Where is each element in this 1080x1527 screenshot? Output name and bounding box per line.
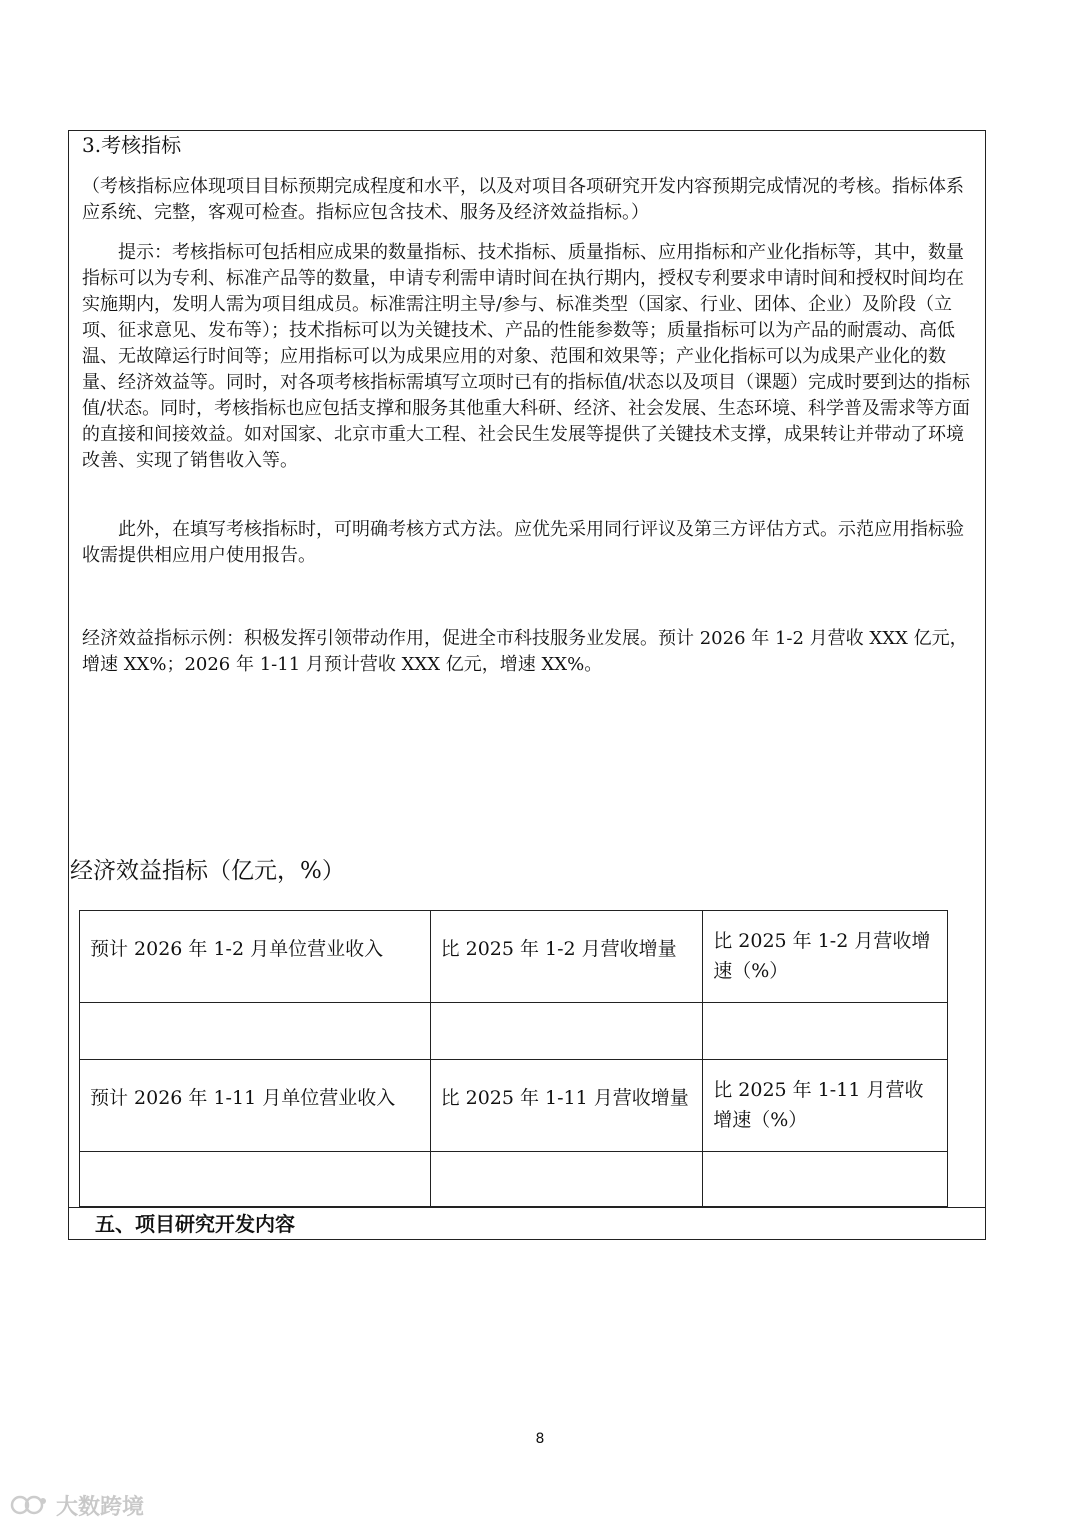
example-paragraph: 经济效益指标示例：积极发挥引领带动作用，促进全市科技服务业发展。预计 2026 年 1-2 月营收 XXX 亿元，增速 XX%；2026 年 1-11 月预计营收 XXX 亿元，增速 XX%。	[82, 628, 968, 675]
section5-title: 五、项目研究开发内容	[95, 1212, 295, 1236]
table-row	[80, 1003, 948, 1060]
logo-icon	[10, 1492, 50, 1518]
table-row	[80, 1060, 948, 1152]
table-input-cell[interactable]	[430, 1152, 703, 1207]
table-input-cell[interactable]	[80, 1003, 431, 1060]
table-row	[80, 1152, 948, 1207]
table-input-cell[interactable]	[703, 1152, 948, 1207]
page-number: 8	[535, 1431, 545, 1447]
hint-paragraph: 提示：考核指标可包括相应成果的数量指标、技术指标、质量指标、应用指标和产业化指标等，其中，数量指标可以为专利、标准产品等的数量，申请专利需申请时间在执行期内，授权专利要求申请时间和授权时间均在实施期内，发明人需为项目组成员。标准需注明主导/参与、标准类型（国家、行业、团体、企业）及阶段（立项、征求意见、发布等）；技术指标可以为关键技术、产品的性能参数等；质量指标可以为产品的耐震动、高低温、无故障运行时间等；应用指标可以为成果应用的对象、范围和效果等；产业化指标可以为成果产业化的数量、经济效益等。同时，对各项考核指标需填写立项时已有的指标值/状态以及项目（课题）完成时要到达的指标值/状态。同时，考核指标也应包括支撑和服务其他重大科研、经济、社会发展、生态环境、科学普及需求等方面的直接和间接效益。如对国家、北京市重大工程、社会民生发展等提供了关键技术支撑，成果转让并带动了环境改善、实现了销售收入等。	[82, 242, 971, 471]
econ-table-title: 经济效益指标（亿元，%）	[70, 858, 345, 884]
table-input-cell[interactable]	[430, 1003, 703, 1060]
method-paragraph: 此外，在填写考核指标时，可明确考核方式方法。应优先采用同行评议及第三方评估方式。示范应用指标验收需提供相应用户使用报告。	[82, 519, 964, 566]
section-heading: 3.考核指标	[82, 133, 182, 157]
table-cell: 预计 2026 年 1-2 月单位营业收入	[80, 911, 431, 1003]
divider	[68, 1207, 986, 1208]
table-cell: 比 2025 年 1-2 月营收增量	[430, 911, 703, 1003]
table-cell: 预计 2026 年 1-11 月单位营业收入	[80, 1060, 431, 1152]
table-input-cell[interactable]	[80, 1152, 431, 1207]
econ-table	[79, 910, 948, 1207]
table-cell: 比 2025 年 1-2 月营收增速（%）	[703, 911, 948, 1003]
table-row	[80, 911, 948, 1003]
intro-paragraph: （考核指标应体现项目目标预期完成程度和水平，以及对项目各项研究开发内容预期完成情况的考核。指标体系应系统、完整，客观可检查。指标应包含技术、服务及经济效益指标。）	[82, 176, 964, 223]
watermark-text: 大数跨境	[56, 1494, 145, 1520]
table-cell: 比 2025 年 1-11 月营收增量	[430, 1060, 703, 1152]
table-cell: 比 2025 年 1-11 月营收增速（%）	[703, 1060, 948, 1152]
watermark	[10, 1490, 144, 1520]
table-input-cell[interactable]	[703, 1003, 948, 1060]
